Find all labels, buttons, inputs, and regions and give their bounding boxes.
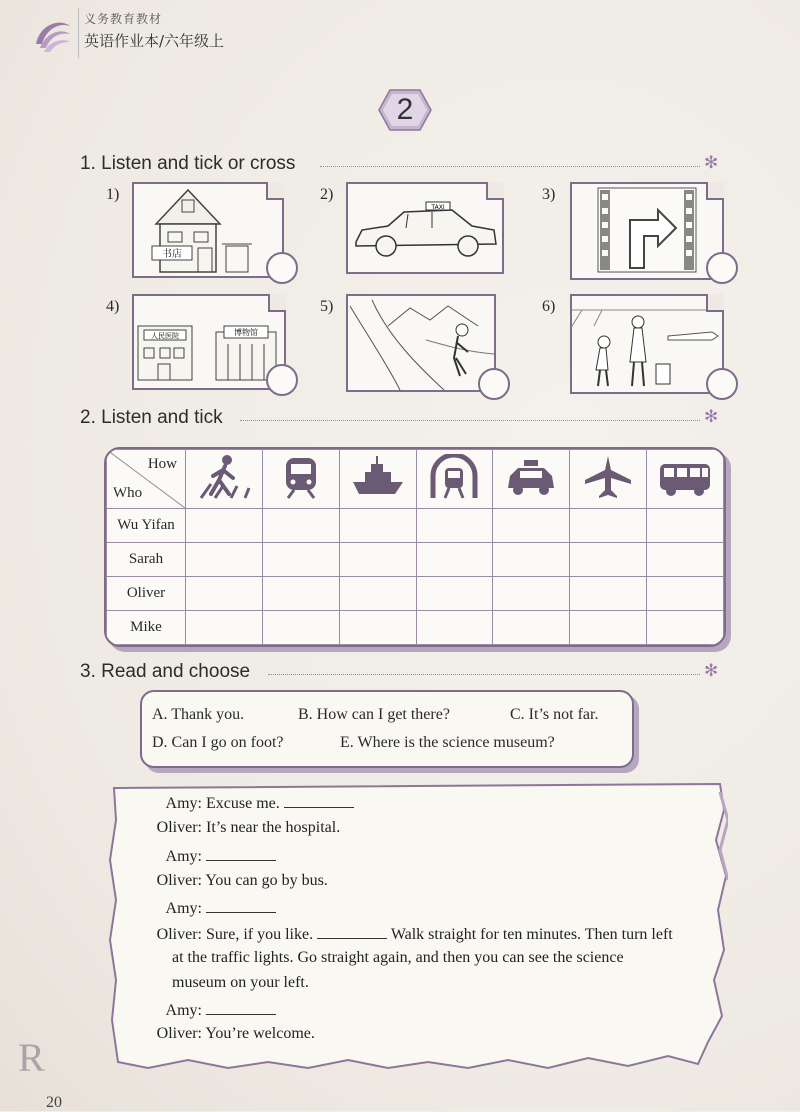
speaker: Amy: <box>165 848 202 865</box>
speaker: Oliver: <box>156 1025 202 1042</box>
tick-cell[interactable] <box>493 611 570 645</box>
utterance: at the traffic lights. Go straight again, and then you can see the science <box>172 949 624 966</box>
dialog-line-8 <box>172 974 309 992</box>
answer-circle-4[interactable] <box>266 364 298 396</box>
utterance-continued: Walk straight for ten minutes. Then turn left <box>390 926 673 943</box>
utterance: It’s near the hospital. <box>206 819 341 836</box>
section3-title: 3. Read and choose <box>80 661 251 682</box>
table-row <box>107 543 724 577</box>
person-name: Mike <box>107 611 186 645</box>
dialog-line-7 <box>172 949 624 967</box>
item-number: 2) <box>320 186 334 203</box>
picture-airport <box>570 294 724 394</box>
picture-taxi <box>346 182 504 274</box>
item-number: 5) <box>320 298 334 315</box>
dialog-line-6 <box>108 924 673 944</box>
utterance: You’re welcome. <box>205 1025 315 1042</box>
tick-cell[interactable] <box>186 509 263 543</box>
bookstore-sign: 书店 <box>162 249 182 260</box>
column-header-train <box>262 450 339 509</box>
column-header-taxi <box>493 450 570 509</box>
person-name: Wu Yifan <box>107 509 186 543</box>
option-d: D. Can I go on foot? <box>152 734 284 751</box>
tick-cell[interactable] <box>570 509 647 543</box>
star-ornament-icon: ✻ <box>704 407 719 426</box>
star-ornament-icon: ✻ <box>704 661 719 680</box>
tick-cell[interactable] <box>416 611 493 645</box>
dialog-line-4 <box>108 872 328 890</box>
on-foot-icon <box>197 454 251 500</box>
section1-title: 1. Listen and tick or cross <box>80 153 296 174</box>
column-header-subway <box>416 450 493 509</box>
page-number: 20 <box>46 1094 62 1111</box>
ship-icon <box>351 454 405 500</box>
taxi-roof-sign: TAXI <box>431 204 445 211</box>
speaker: Oliver: <box>156 819 202 836</box>
option-a: A. Thank you. <box>152 706 245 723</box>
speaker: Amy: <box>165 1002 202 1019</box>
plane-icon <box>581 454 635 500</box>
dialog-line-10 <box>108 1025 315 1043</box>
header-divider <box>78 8 79 58</box>
tick-cell[interactable] <box>186 577 263 611</box>
tick-cell[interactable] <box>647 509 724 543</box>
unit-badge <box>378 88 432 132</box>
tick-cell[interactable] <box>416 543 493 577</box>
answer-blank[interactable] <box>284 793 354 808</box>
answer-circle-1[interactable] <box>266 252 298 284</box>
tick-cell[interactable] <box>570 577 647 611</box>
who-label: Who <box>113 485 143 501</box>
utterance: Excuse me. <box>206 795 280 812</box>
how-who-header <box>107 450 186 509</box>
item-number: 3) <box>542 186 556 203</box>
tick-cell[interactable] <box>186 543 263 577</box>
museum-sign: 博物馆 <box>234 328 258 337</box>
utterance: Sure, if you like. <box>206 926 314 943</box>
answer-circle-5[interactable] <box>478 368 510 400</box>
item-number: 6) <box>542 298 556 315</box>
subway-icon <box>427 454 481 500</box>
tick-cell[interactable] <box>186 611 263 645</box>
column-header-bus <box>647 450 724 509</box>
section3-dotted-rule <box>268 674 700 675</box>
how-label: How <box>147 456 177 472</box>
tick-cell[interactable] <box>570 611 647 645</box>
tick-cell[interactable] <box>262 611 339 645</box>
picture-bookstore <box>132 182 284 278</box>
train-icon <box>274 454 328 500</box>
bookstore-building-icon <box>134 184 282 276</box>
utterance: You can go by bus. <box>205 872 328 889</box>
unit-number: 2 <box>396 93 414 126</box>
person-name: Oliver <box>107 577 186 611</box>
hospital-and-museum-icon <box>134 296 284 388</box>
answer-circle-3[interactable] <box>706 252 738 284</box>
tick-cell[interactable] <box>262 509 339 543</box>
column-header-walk <box>186 450 263 509</box>
airport-travellers-icon <box>572 296 722 392</box>
item-number: 1) <box>106 186 120 203</box>
tick-cell[interactable] <box>493 509 570 543</box>
tick-cell[interactable] <box>339 509 416 543</box>
dialog-line-9 <box>128 1000 276 1020</box>
tick-cell[interactable] <box>262 543 339 577</box>
table-header-row <box>107 450 724 509</box>
item-number: 4) <box>106 298 120 315</box>
star-ornament-icon: ✻ <box>704 153 719 172</box>
dialog-line-2 <box>108 819 340 837</box>
option-c: C. It’s not far. <box>510 706 599 723</box>
corner-letter: R <box>18 1035 45 1080</box>
turn-right-sign-icon <box>572 184 722 278</box>
section1-dotted-rule <box>320 166 700 167</box>
tick-cell[interactable] <box>262 577 339 611</box>
taxi-car-icon <box>348 184 502 272</box>
answer-blank[interactable] <box>317 924 387 939</box>
tick-cell[interactable] <box>493 543 570 577</box>
taxi-icon <box>504 454 558 500</box>
tick-cell[interactable] <box>416 577 493 611</box>
tick-cell[interactable] <box>570 543 647 577</box>
book-title: 英语作业本/六年级上 <box>84 32 225 50</box>
table-row <box>107 611 724 645</box>
section2-dotted-rule <box>240 420 700 421</box>
answer-blank[interactable] <box>206 846 276 861</box>
column-header-ship <box>339 450 416 509</box>
series-label: 义务教育教材 <box>84 12 163 26</box>
answer-blank[interactable] <box>206 1000 276 1015</box>
answer-blank[interactable] <box>206 898 276 913</box>
option-b: B. How can I get there? <box>298 706 450 723</box>
book-header <box>84 10 224 51</box>
tick-cell[interactable] <box>493 577 570 611</box>
dialog-box <box>108 780 728 1070</box>
hospital-sign: 人民医院 <box>151 332 179 340</box>
section2-title: 2. Listen and tick <box>80 407 223 428</box>
speaker: Oliver: <box>156 872 202 889</box>
option-e: E. Where is the science museum? <box>340 734 555 751</box>
tick-cell[interactable] <box>416 509 493 543</box>
table-row <box>107 509 724 543</box>
dialog-line-3 <box>128 846 276 866</box>
picture-walking-hill <box>346 294 496 392</box>
tick-cell[interactable] <box>647 543 724 577</box>
answer-circle-6[interactable] <box>706 368 738 400</box>
answer-options-box <box>140 690 634 768</box>
speaker: Amy: <box>165 795 202 812</box>
dialog-line-5 <box>128 898 276 918</box>
speaker: Amy: <box>165 900 202 917</box>
bus-icon <box>658 454 712 500</box>
publisher-logo-icon <box>30 14 74 58</box>
tick-table <box>104 447 726 647</box>
picture-hospital-museum <box>132 294 286 390</box>
walking-up-hill-icon <box>348 296 494 390</box>
tick-cell[interactable] <box>339 543 416 577</box>
dialog-line-1 <box>128 793 354 813</box>
utterance: museum on your left. <box>172 974 309 991</box>
tick-cell[interactable] <box>339 611 416 645</box>
tick-cell[interactable] <box>647 611 724 645</box>
picture-turn-right <box>570 182 724 280</box>
speaker: Oliver: <box>156 926 202 943</box>
column-header-plane <box>570 450 647 509</box>
tick-cell[interactable] <box>647 577 724 611</box>
table-row <box>107 577 724 611</box>
person-name: Sarah <box>107 543 186 577</box>
tick-cell[interactable] <box>339 577 416 611</box>
